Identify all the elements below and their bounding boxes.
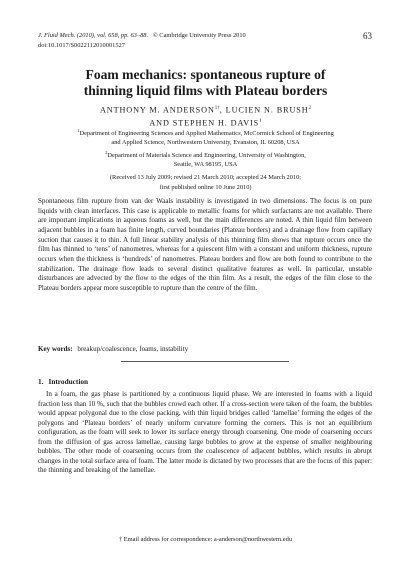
text-line: liquid film between adjacent bubbles in a foam has finite length, curved boundaries	[38, 216, 373, 234]
title-line: Foam mechanics: spontaneous rupture of	[85, 67, 326, 82]
text-line: result, the edges of the film close to the Plateau borders appear more susceptible to	[38, 274, 372, 292]
author-name: ANTHONY M. ANDERSON	[99, 105, 215, 115]
text-line: The drainage flow leads to several distinct qualitative features as well. In particular,	[78, 264, 345, 273]
author-affiliation-mark: 1†	[214, 106, 220, 111]
text-line: nanometres. Plateau borders and flow are both found to contribute to the stabilization.	[38, 254, 373, 273]
running-header	[38, 31, 246, 51]
text-line: unstable disturbances are advected by the flow to the edges of the thin film. As a	[38, 264, 372, 283]
text-line: the film has thinned to ‘tens’ of nanometres, whereas for a quiescent film with a	[38, 235, 372, 254]
section-number: 1.	[38, 377, 44, 386]
affiliation-text: and Applied Science, Northwestern University, Evanston, IL 60208, USA	[111, 138, 300, 146]
author-list	[0, 103, 411, 128]
text-line: implications in aqueous foams as well, but the main differences are noted. A thin	[78, 216, 314, 225]
text-line: rupture than the centre of the film.	[160, 283, 258, 292]
author-conjunction: AND	[149, 118, 170, 128]
author-name: LUCIEN N. BRUSH	[225, 105, 309, 115]
text-line: the edges of the polygons and ‘Plateau borders’ of nearly uniform curvature forming	[38, 409, 373, 427]
text-line: dimensions. The focus is on pure liquids with clean interfaces. This case is applicable	[38, 197, 372, 215]
text-line: surface energy through coarsening. One mode of coarsening occurs from the diffusion	[38, 428, 372, 446]
keywords-label: Key words:	[38, 345, 73, 353]
text-line: In a foam, the gas phase is partitioned by a continuous liquid phase. We are	[46, 390, 273, 398]
affiliation-mark: 1	[77, 128, 80, 133]
copyright-notice: © Cambridge University Press 2010	[152, 32, 246, 39]
section-heading	[38, 377, 88, 386]
author-affiliation-mark: 2	[308, 106, 312, 111]
author-name: STEPHEN H. DAVIS	[172, 118, 260, 128]
paper-title	[0, 67, 411, 99]
affiliation-1	[30, 127, 381, 147]
keywords	[38, 345, 188, 353]
title-line: thinning liquid films with Plateau borders	[83, 83, 328, 98]
text-line: Spontaneous film rupture from van der Waals instability is investigated in two	[38, 197, 271, 205]
doi: doi:10.1017/S0022112010001527	[38, 42, 125, 49]
journal-volume: (2010), vol. 658, pp. 63–88.	[76, 32, 149, 39]
section-divider	[121, 361, 289, 362]
page-number: 63	[363, 31, 372, 41]
introduction-paragraph	[38, 390, 372, 476]
footnote: † Email address for correspondence: a-anderson@northwestern.edu	[118, 536, 293, 543]
text-line: The latter mode is dictated by two processes that are the focus of this paper: the	[38, 456, 372, 475]
text-line: constant and uniform thickness, rupture occurs when the thickness is ‘hundreds’ of	[38, 245, 373, 263]
section-title: Introduction	[48, 377, 89, 386]
text-line: A full linear stability analysis of this thinning film shows that rupture occurs once	[123, 235, 362, 244]
keywords-text: breakup/coalescence, foams, instability	[77, 345, 189, 353]
author-affiliation-mark: 1	[259, 118, 262, 124]
affiliation-text: Department of Materials Science and Engineering, University of Washington,	[107, 152, 306, 160]
dates-line: first published online 10 June 2010)	[159, 184, 252, 191]
dates-line: (Received 13 July 2009; revised 21 March 2010; accepted 24 March 2010;	[109, 174, 302, 181]
abstract	[38, 197, 372, 294]
affiliation-2	[30, 149, 381, 169]
affiliation-mark: 2	[105, 150, 108, 155]
text-line: of gas across lamellae, causing large bubbles to grow at the expense of smaller	[94, 437, 332, 446]
text-line: interested in foams with a liquid fraction less than 10 %, such that the bubbles crowd	[38, 390, 372, 408]
publication-dates	[0, 173, 411, 193]
affiliation-text: Department of Engineering Sciences and Applied Mathematics, McCormick School of Engineering	[79, 130, 334, 138]
text-line: (Plateau borders) and a drainage flow from capillary suction that causes it to thin.	[38, 225, 372, 244]
text-line: thinning and breaking of the lamellae.	[48, 466, 156, 475]
text-line: the corners. This is not an equilibrium configuration, as the foam will seek to lower its	[38, 418, 372, 437]
text-line: adjacent bubbles, which results in abrupt changes in the total surface area of foam.	[38, 447, 372, 465]
journal-name: J. Fluid Mech.	[38, 32, 76, 39]
author-separator: ,	[219, 105, 223, 115]
text-line: polygonal due to the close packing, with thin liquid bridges called ‘lamellae’ forming	[78, 409, 325, 418]
text-line: each other. If a cross-section were taken of the foam, the bubbles would appear	[38, 399, 373, 418]
text-line: neighbouring bubbles. The other mode of coarsening occurs from the coalescence of	[38, 437, 372, 456]
text-line: to metallic foams for which surfactants are not available. There are important	[38, 206, 372, 225]
affiliation-text: Seattle, WA 98195, USA	[173, 160, 238, 168]
